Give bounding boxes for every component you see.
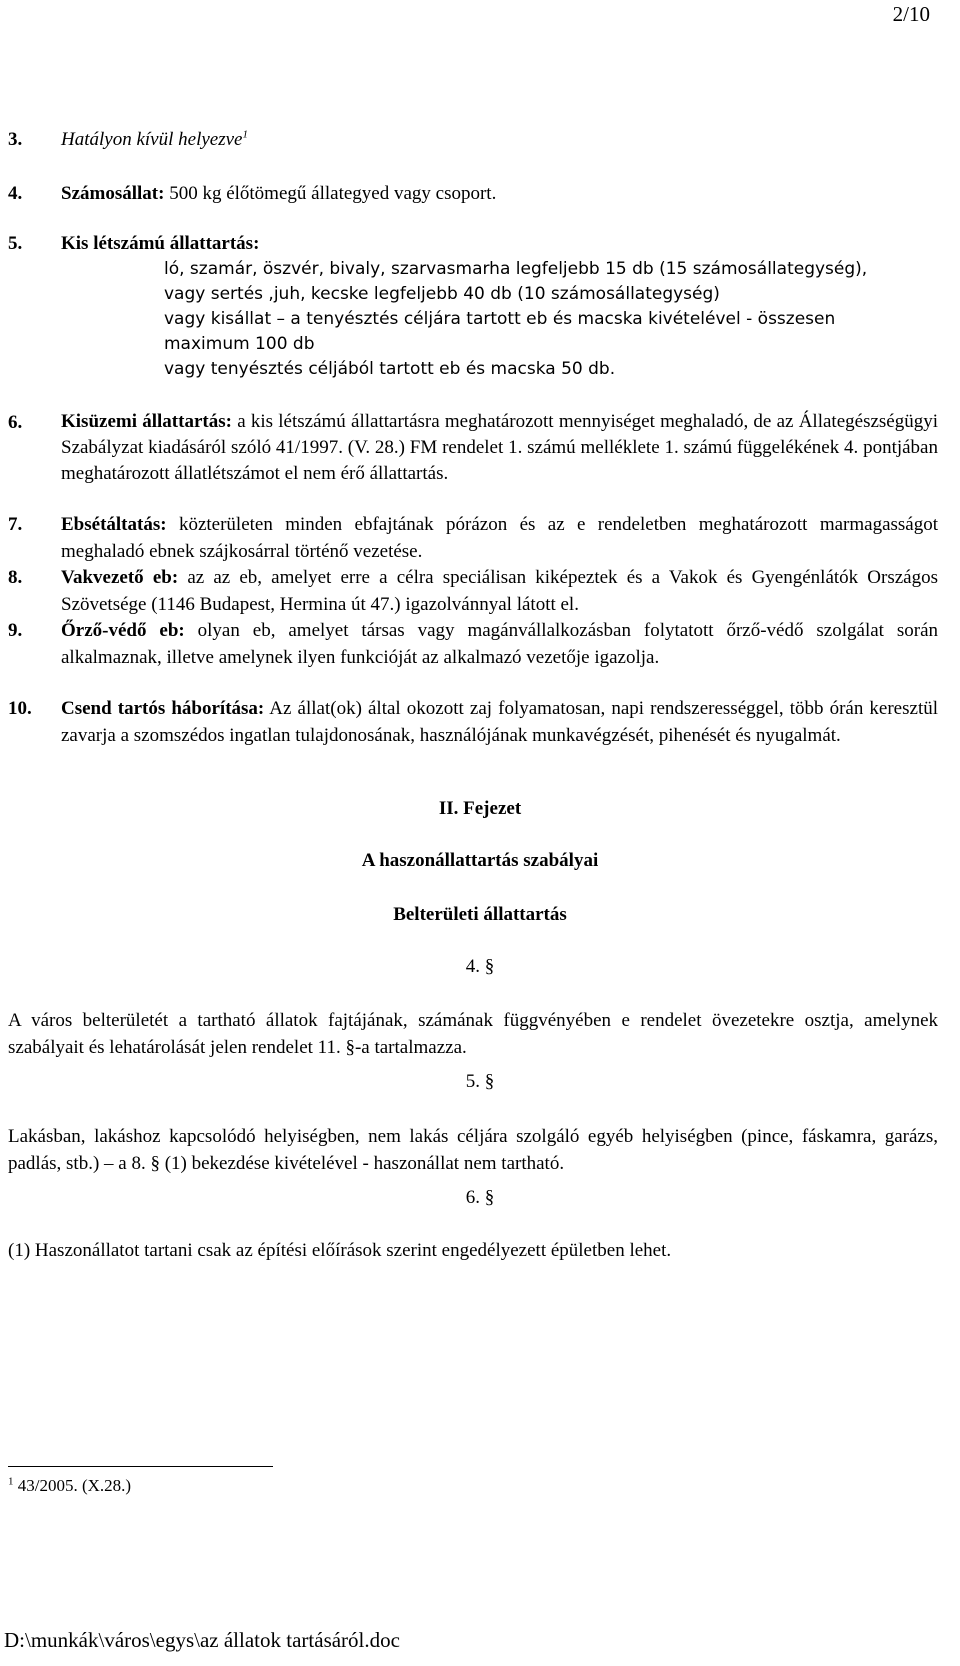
- item-5-line: vagy tenyésztés céljából tartott eb és macska 50 db.: [164, 359, 616, 379]
- section-number: 6.: [465, 1187, 480, 1208]
- section-number: 4.: [465, 956, 480, 977]
- chapter-number: II. Fejezet: [438, 798, 522, 819]
- item-number: 8.: [8, 567, 23, 588]
- item-5-details: [164, 257, 894, 382]
- item-number: 6.: [8, 412, 23, 433]
- footnote: [8, 1476, 131, 1496]
- list-item-9: [8, 617, 938, 671]
- list-item-5: [8, 230, 938, 382]
- section-symbol: §: [484, 1187, 495, 1208]
- list-item-4: [8, 180, 938, 207]
- item-term: Vakvezető eb:: [61, 567, 179, 588]
- item-5-line: maximum 100 db: [164, 334, 315, 354]
- item-text: a kis létszámú állattartásra meghatározott mennyiséget meghaladó, de az Állategészségügyi Szabályzat kiadásáról szóló 41/1997. (V. 28.) FM rendelet 1. számú melléklete 1. számú függelékének 4. pontjában meghatározott állatlétszámot el nem érő állattartás.: [61, 411, 939, 484]
- footer-file-path: D:\munkák\város\egys\az állatok tartásáról.doc: [4, 1628, 400, 1652]
- list-item-6: [8, 409, 938, 487]
- item-term: Ebsétáltatás:: [61, 514, 167, 535]
- chapter-title: A haszonállattartás szabályai: [361, 850, 599, 871]
- section-6-text: (1) Haszonállatot tartani csak az építési előírások szerint engedélyezett épületben lehet.: [8, 1240, 672, 1261]
- section-symbol: §: [484, 956, 495, 977]
- item-term: Kis létszámú állattartás:: [61, 233, 260, 254]
- item-text: olyan eb, amelyet társas vagy magánvállalkozásban folytatott őrző-védő szolgálat során alkalmaznak, illetve amelynek ilyen funkcióját az alkalmazó vezetője igazolja.: [61, 620, 938, 668]
- item-text: Az állat(ok) által okozott zaj folyamatosan, napi rendszerességgel, több órán keresztül zavarja a szomszédos ingatlan tulajdonosának, használójának munkavégzését, pihenését és nyugalmát.: [61, 698, 938, 746]
- item-5-line: ló, szamár, öszvér, bivaly, szarvasmarha legfeljebb 15 db (15 számosállategység),: [164, 259, 868, 279]
- list-item-7: [8, 511, 938, 565]
- item-term: Számosállat:: [61, 183, 165, 204]
- list-item-10: [8, 695, 938, 749]
- section-5-text: Lakásban, lakáshoz kapcsolódó helyiségben, nem lakás céljára szolgáló egyéb helyiségben (pince, fáskamra, garázs, padlás, stb.) – a 8. § (1) bekezdése kivételével - haszonállat nem tartható.: [8, 1126, 938, 1174]
- item-text: Hatályon kívül helyezve: [61, 129, 243, 150]
- section-number: 5.: [465, 1071, 480, 1092]
- footnote-text: 43/2005. (X.28.): [17, 1476, 132, 1495]
- item-5-line: vagy sertés ,juh, kecske legfeljebb 40 db (10 számosállategység): [164, 284, 720, 304]
- footnote-reference: 1: [242, 128, 248, 141]
- section-symbol: §: [484, 1071, 495, 1092]
- item-text: 500 kg élőtömegű állategyed vagy csoport.: [169, 183, 497, 204]
- section-heading-6: [0, 1187, 960, 1209]
- footnote-mark: 1: [8, 1475, 14, 1488]
- list-item-3: [8, 126, 938, 153]
- item-term: Kisüzemi állattartás:: [61, 411, 232, 432]
- section-heading-5: [0, 1071, 960, 1093]
- item-number: 7.: [8, 514, 23, 535]
- item-number: 4.: [8, 183, 23, 204]
- item-text: az az eb, amelyet erre a célra speciálisan kiképeztek és a Vakok és Gyengénlátók Országos Szövetsége (1146 Budapest, Hermina út 47.) igazolvánnyal látott el.: [61, 567, 939, 615]
- item-number: 3.: [8, 129, 23, 150]
- item-number: 9.: [8, 620, 23, 641]
- section-heading-4: [0, 956, 960, 978]
- page-number: 2/10: [892, 2, 930, 26]
- list-item-8: [8, 564, 938, 618]
- item-5-line: vagy kisállat – a tenyésztés céljára tartott eb és macska kivételével - összesen: [164, 309, 836, 329]
- item-term: Csend tartós háborítása:: [61, 698, 265, 719]
- section-4-text: A város belterületét a tartható állatok fajtájának, számának függvényében e rendelet övezetekre osztja, amelynek szabályait és lehatárolását jelen rendelet 11. §-a tartalmazza.: [8, 1010, 938, 1058]
- chapter-subtitle: Belterületi állattartás: [393, 904, 567, 925]
- footnote-separator: [8, 1466, 273, 1467]
- item-number: 5.: [8, 233, 23, 254]
- item-term: Őrző-védő eb:: [61, 620, 185, 641]
- item-number: 10.: [8, 698, 32, 719]
- item-text: közterületen minden ebfajtának pórázon és az e rendeletben meghatározott marmagasságot meghaladó ebnek szájkosárral történő vezetése.: [61, 514, 938, 562]
